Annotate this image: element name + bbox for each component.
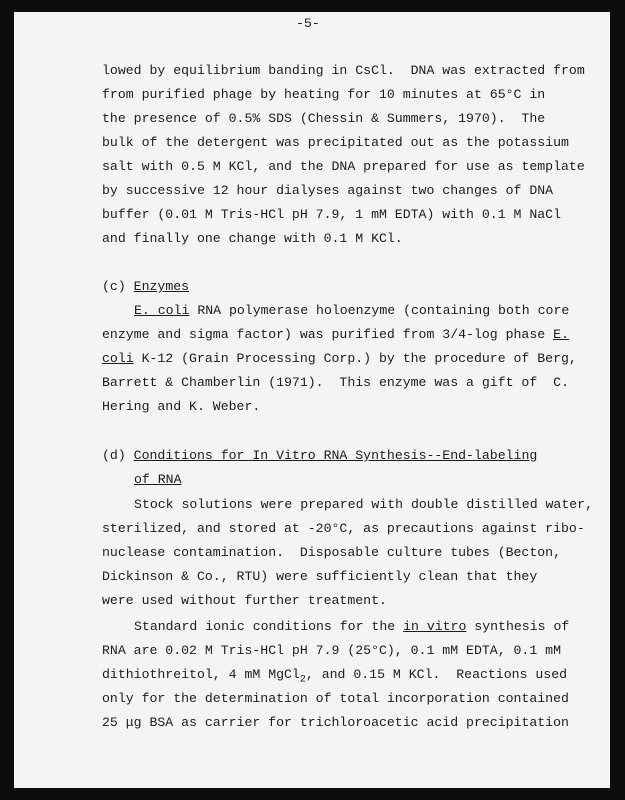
text-line: buffer (0.01 M Tris-HCl pH 7.9, 1 mM EDTA) with 0.1 M NaCl [102,207,561,222]
text-line: Barrett & Chamberlin (1971). This enzyme was a gift of C. [102,375,569,390]
text-line: lowed by equilibrium banding in CsCl. DNA was extracted from [102,63,585,78]
italic-term: coli [102,351,134,366]
text-line: and finally one change with 0.1 M KCl. [102,231,403,246]
text-line: were used without further treatment. [102,593,387,608]
text-span: enzyme and sigma factor) was purified from 3/4-log phase [102,327,554,342]
section-heading [102,448,537,464]
page-number: -5- [296,16,320,31]
text-line [102,351,577,367]
section-heading-cont [134,472,181,488]
section-title: of RNA [134,472,182,487]
text-line: RNA are 0.02 M Tris-HCl pH 7.9 (25°C), 0.1 mM EDTA, 0.1 mM [102,643,561,658]
section-title: Enzymes [133,279,190,294]
text-line: the presence of 0.5% SDS (Chessin & Summers, 1970). The [102,111,546,126]
text-span: synthesis of [466,619,570,634]
text-line [102,327,569,343]
text-span: , and 0.15 M KCl. Reactions used [305,667,568,682]
section-label: (c) [102,279,126,294]
text-line: Hering and K. Weber. [102,399,261,414]
subscript: 2 [299,674,306,686]
section-heading [102,279,189,295]
document-page [14,12,610,788]
text-line [134,303,569,319]
text-line: from purified phage by heating for 10 minutes at 65°C in [102,87,546,102]
italic-term: E. coli [134,303,190,318]
text-span: RNA polymerase holoenzyme (containing both core [189,303,570,318]
text-line [134,619,569,635]
section-title: Conditions for In Vitro RNA Synthesis--End-labeling [133,448,538,463]
section-label: (d) [102,448,126,463]
text-line: Stock solutions were prepared with double distilled water, [134,497,593,512]
text-line: by successive 12 hour dialyses against two changes of DNA [102,183,554,198]
italic-term: in vitro [403,619,467,634]
italic-term: E. [553,327,569,342]
text-span: dithiothreitol, 4 mM MgCl [102,667,300,682]
text-line: nuclease contamination. Disposable culture tubes (Becton, [102,545,561,560]
text-span: Standard ionic conditions for the [134,619,404,634]
text-line: only for the determination of total incorporation contained [102,691,569,706]
text-line: salt with 0.5 M KCl, and the DNA prepared for use as template [102,159,585,174]
text-line: sterilized, and stored at -20°C, as precautions against ribo- [102,521,585,536]
text-line: Dickinson & Co., RTU) were sufficiently clean that they [102,569,538,584]
text-line [102,667,567,689]
text-span: K-12 (Grain Processing Corp.) by the procedure of Berg, [133,351,577,366]
text-line: 25 μg BSA as carrier for trichloroacetic acid precipitation [102,715,569,730]
text-line: bulk of the detergent was precipitated out as the potassium [102,135,569,150]
